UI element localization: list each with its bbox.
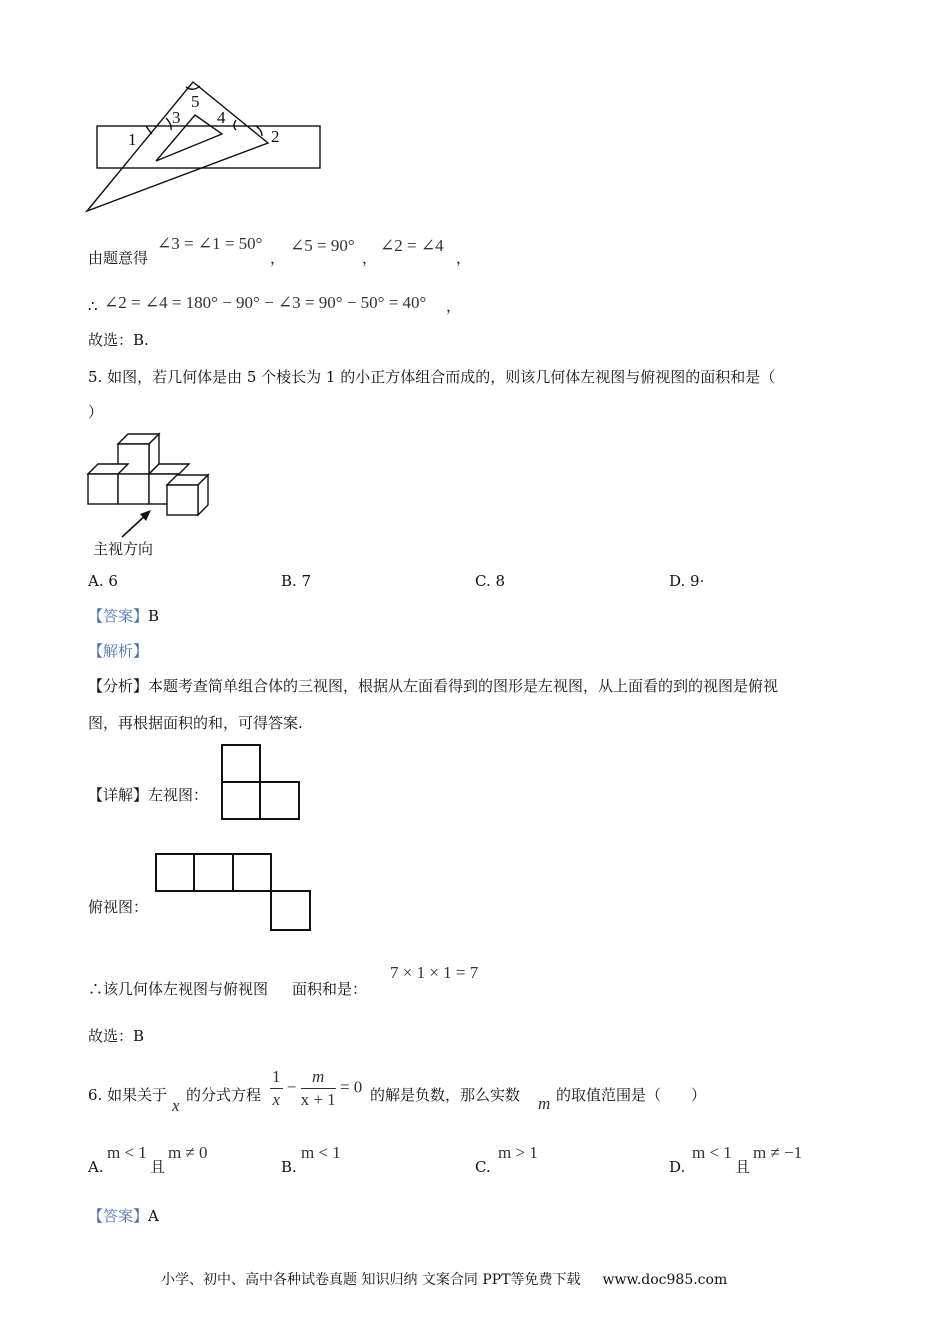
option-a: A. 6: [88, 572, 118, 590]
question-6-stem-d: 的取值范围是（ ）: [556, 1086, 707, 1104]
q6-option-c-label: C.: [475, 1158, 491, 1176]
q6-option-d-math2: m ≠ −1: [753, 1143, 803, 1162]
detail-tag: 【详解】: [88, 786, 149, 804]
q6-option-d-conj: 且: [735, 1158, 751, 1176]
angle-label-4: 4: [217, 108, 226, 127]
q6-option-d-label: D.: [669, 1158, 686, 1176]
q6-answer-line: [88, 1206, 159, 1226]
q6-option-c-math1: m > 1: [498, 1143, 538, 1162]
conclusion-prefix: ∴该几何体左视图与俯视图: [88, 980, 269, 998]
conclusion-math: 7 × 1 × 1 = 7: [390, 963, 479, 982]
line-end: ，: [456, 249, 472, 267]
q6-option-b-label: B.: [281, 1158, 297, 1176]
fenxi-tag: 【分析】: [88, 677, 149, 695]
minus-sign: −: [286, 1077, 297, 1097]
analysis-line-2: 图，再根据面积的和，可得答案.: [88, 714, 303, 732]
equals-zero: = 0: [339, 1077, 363, 1097]
top-view-label: 俯视图：: [88, 898, 149, 916]
math-conclusion: ∠2 = ∠4 = 180° − 90° − ∠3 = 90° − 50° = 40°: [104, 293, 427, 312]
fraction-1-numerator: 1: [270, 1066, 283, 1089]
var-m: m: [538, 1094, 551, 1113]
analysis-tag: 【解析】: [88, 642, 149, 660]
question-6-stem-a: 6. 如果关于: [88, 1086, 168, 1104]
separator: ，: [362, 249, 378, 267]
conclusion-line: [88, 979, 367, 999]
fraction-1-denominator: x: [272, 1090, 281, 1109]
question-5-stem: 5. 如图，若几何体是由 5 个棱长为 1 的小正方体组合而成的，则该几何体左视图与俯视图的面积和是（: [88, 368, 776, 386]
angle-label-3: 3: [172, 108, 181, 127]
q6-option-a-label: A.: [88, 1158, 104, 1176]
q6-answer-tag: 【答案】: [88, 1207, 149, 1225]
fenxi-text-1: 本题考查简单组合体的三视图，根据从左面看得到的图形是左视图，从上面看的到的视图是俯视: [148, 677, 779, 695]
math-angle3-eq: ∠3 = ∠1 = 50°: [157, 234, 263, 253]
option-c: C. 8: [475, 572, 506, 590]
conclusion-mid: 面积和是：: [292, 980, 368, 998]
solution-text: 由题意得: [88, 249, 149, 267]
footer-text: 小学、初中、高中各种试卷真题 知识归纳 文案合同 PPT等免费下载: [161, 1272, 581, 1288]
angle-label-1: 1: [128, 130, 137, 149]
top-view-diagram: [0, 0, 330, 940]
footer-url[interactable]: www.doc985.com: [602, 1272, 728, 1288]
fraction-2: [301, 1066, 336, 1111]
q6-option-d-math1: m < 1: [692, 1143, 732, 1162]
angle-label-2: 2: [271, 127, 280, 146]
option-d: D. 9·: [669, 572, 705, 590]
var-x: x: [172, 1096, 180, 1115]
choose-answer-q5: 故选：B: [88, 1027, 145, 1045]
q6-option-b-math1: m < 1: [301, 1143, 341, 1162]
view-direction-label: 主视方向: [93, 540, 154, 558]
line-end: ，: [446, 297, 462, 315]
math-angle2-eq: ∠2 = ∠4: [380, 236, 444, 255]
separator: ，: [270, 249, 286, 267]
question-6-stem-b: 的分式方程: [186, 1086, 262, 1104]
q6-answer-value: A: [148, 1207, 159, 1225]
option-b: B. 7: [281, 572, 312, 590]
fraction-2-numerator: m: [301, 1066, 336, 1089]
q6-option-a-math1: m < 1: [107, 1143, 147, 1162]
question-5-stem-end: ）: [88, 403, 104, 421]
fraction-2-denominator: x + 1: [300, 1090, 336, 1109]
math-angle5-eq: ∠5 = 90°: [290, 236, 355, 255]
footer: [161, 1270, 727, 1290]
therefore-symbol: ∴: [88, 297, 98, 315]
q6-option-a-math2: m ≠ 0: [168, 1143, 208, 1162]
fraction-equation: [270, 1066, 362, 1111]
left-view-label: 左视图：: [148, 786, 209, 804]
choose-answer: 故选：B.: [88, 331, 149, 349]
question-6-stem-c: 的解是负数，那么实数: [370, 1086, 521, 1104]
answer-tag: 【答案】: [88, 607, 149, 625]
q6-option-a-conj: 且: [150, 1158, 166, 1176]
answer-value: B: [148, 607, 160, 625]
angle-label-5: 5: [191, 92, 200, 111]
fraction-1: [270, 1066, 283, 1111]
